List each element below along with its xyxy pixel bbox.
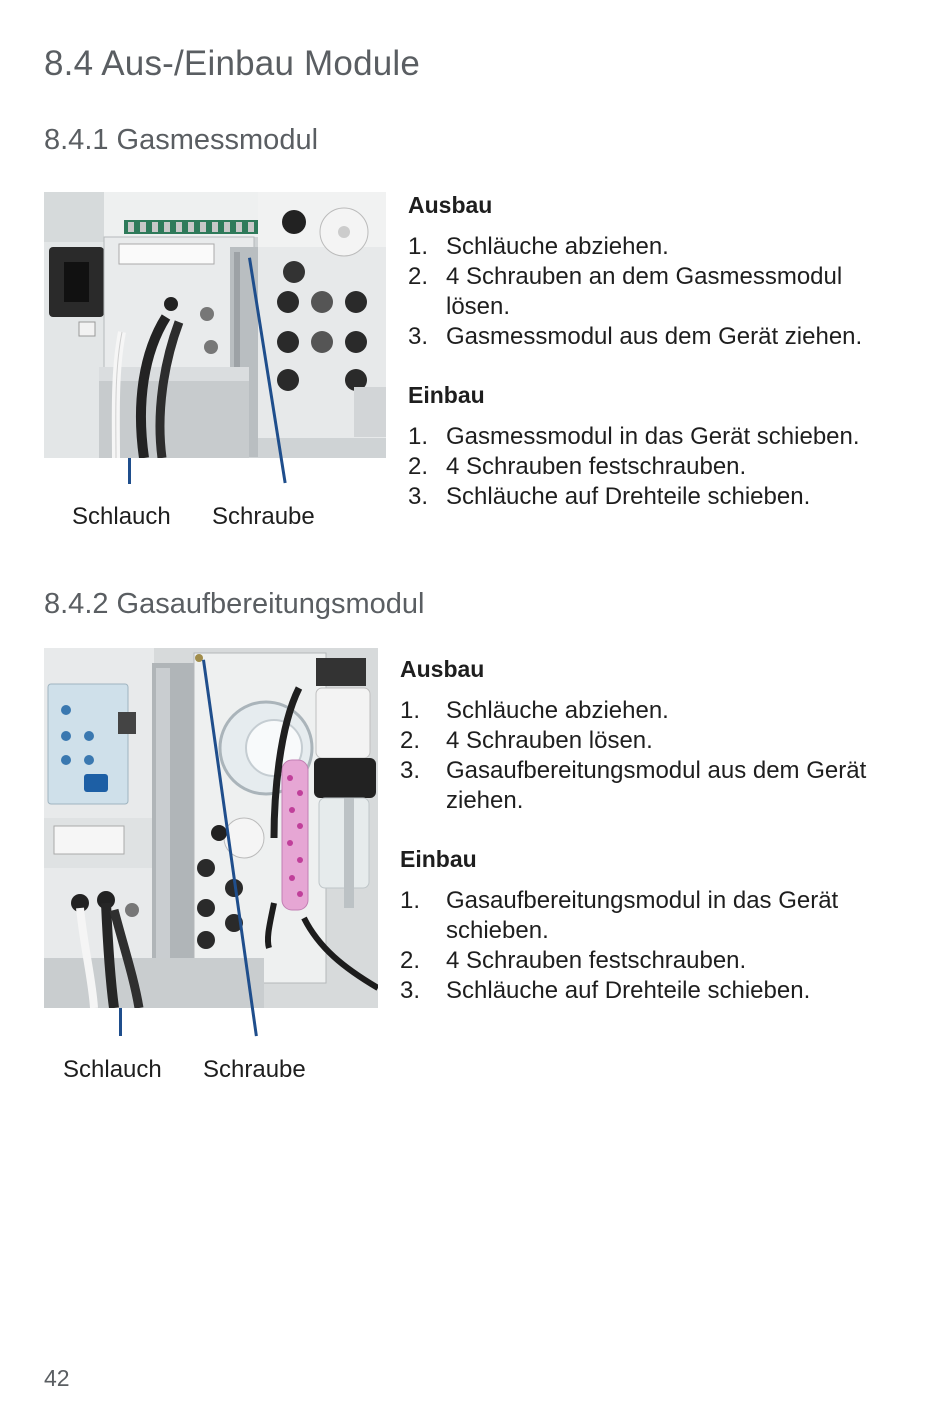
list-item: 2. 4 Schrauben festschrauben. xyxy=(400,947,747,974)
ausbau-steps xyxy=(400,696,910,816)
callout-schraube: Schraube xyxy=(212,503,315,530)
schlauch-pointer-line xyxy=(119,1008,122,1036)
einbau-heading: Einbau xyxy=(408,382,485,408)
callout-schraube: Schraube xyxy=(203,1056,306,1083)
list-item: 3. Schläuche auf Drehteile schieben. xyxy=(400,977,811,1004)
list-item: 2. 4 Schrauben festschrauben. xyxy=(408,453,747,480)
list-item: 3. Schläuche auf Drehteile schieben. xyxy=(408,483,811,510)
gasmessmodul-photo xyxy=(44,192,386,458)
list-item: 2. 4 Schrauben lösen. xyxy=(400,727,653,754)
callout-schlauch: Schlauch xyxy=(63,1056,162,1083)
instructions-gasaufbereitungsmodul xyxy=(400,654,910,1006)
ausbau-heading: Ausbau xyxy=(400,656,485,682)
list-item: 1. Schläuche abziehen. xyxy=(400,697,669,724)
list-item: 1. Gasaufbereitungsmodul in das Gerät schieben. xyxy=(400,887,839,944)
instructions-gasmessmodul xyxy=(408,190,908,512)
list-item: 1. Schläuche abziehen. xyxy=(408,233,669,260)
page-title: 8.4 Aus-/Einbau Module xyxy=(44,44,421,83)
einbau-heading: Einbau xyxy=(400,846,477,872)
ausbau-steps xyxy=(408,232,908,352)
section-heading-gasmessmodul: 8.4.1 Gasmessmodul xyxy=(44,124,319,156)
einbau-steps xyxy=(400,886,910,1006)
list-item: 3. Gasmessmodul aus dem Gerät ziehen. xyxy=(408,323,863,350)
list-item: 3. Gasaufbereitungsmodul aus dem Gerät ziehen. xyxy=(400,757,867,814)
list-item: 1. Gasmessmodul in das Gerät schieben. xyxy=(408,423,860,450)
einbau-steps xyxy=(408,422,908,512)
schlauch-pointer-line xyxy=(128,458,131,484)
section-heading-gasaufbereitungsmodul: 8.4.2 Gasaufbereitungsmodul xyxy=(44,588,425,620)
page-number: 42 xyxy=(44,1365,70,1391)
list-item: 2. 4 Schrauben an dem Gasmessmodul lösen. xyxy=(408,263,843,320)
callout-schlauch: Schlauch xyxy=(72,503,171,530)
ausbau-heading: Ausbau xyxy=(408,192,493,218)
